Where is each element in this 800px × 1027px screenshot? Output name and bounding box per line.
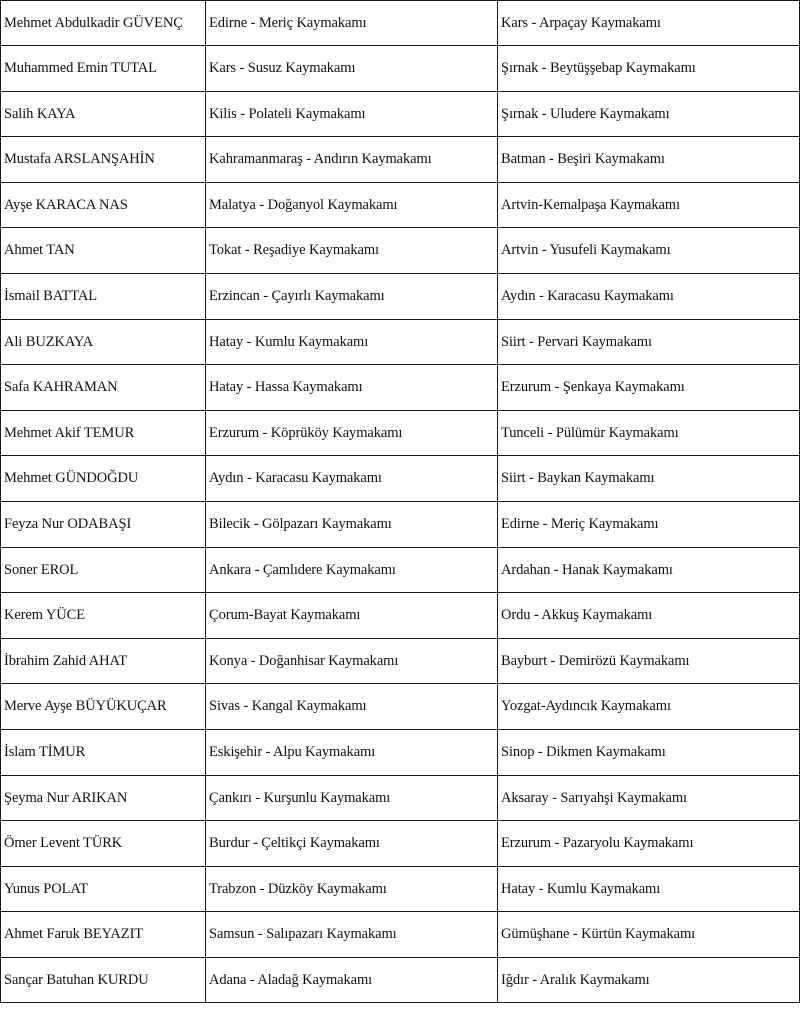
new-post-cell: Siirt - Pervari Kaymakamı bbox=[498, 319, 800, 365]
new-post-cell: Aksaray - Sarıyahşi Kaymakamı bbox=[498, 775, 800, 821]
new-post-cell: Tunceli - Pülümür Kaymakamı bbox=[498, 410, 800, 456]
name-cell: Ayşe KARACA NAS bbox=[1, 182, 206, 228]
new-post-cell: Gümüşhane - Kürtün Kaymakamı bbox=[498, 912, 800, 958]
current-post-cell: Malatya - Doğanyol Kaymakamı bbox=[206, 182, 498, 228]
new-post-cell: Yozgat-Aydıncık Kaymakamı bbox=[498, 684, 800, 730]
new-post-cell: Artvin - Yusufeli Kaymakamı bbox=[498, 228, 800, 274]
name-cell: Salih KAYA bbox=[1, 91, 206, 137]
new-post-cell: Hatay - Kumlu Kaymakamı bbox=[498, 866, 800, 912]
current-post-cell: Konya - Doğanhisar Kaymakamı bbox=[206, 638, 498, 684]
current-post-cell: Kars - Susuz Kaymakamı bbox=[206, 46, 498, 92]
table-row bbox=[1, 182, 800, 228]
new-post-cell: Ordu - Akkuş Kaymakamı bbox=[498, 593, 800, 639]
new-post-cell: Şırnak - Beytüşşebap Kaymakamı bbox=[498, 46, 800, 92]
current-post-cell: Aydın - Karacasu Kaymakamı bbox=[206, 456, 498, 502]
name-cell: Ahmet Faruk BEYAZIT bbox=[1, 912, 206, 958]
current-post-cell: Edirne - Meriç Kaymakamı bbox=[206, 1, 498, 46]
current-post-cell: Hatay - Hassa Kaymakamı bbox=[206, 365, 498, 411]
appointments-table-body bbox=[1, 1, 800, 1003]
table-row bbox=[1, 228, 800, 274]
name-cell: Ömer Levent TÜRK bbox=[1, 821, 206, 867]
name-cell: İslam TİMUR bbox=[1, 729, 206, 775]
current-post-cell: Çankırı - Kurşunlu Kaymakamı bbox=[206, 775, 498, 821]
name-cell: İbrahim Zahid AHAT bbox=[1, 638, 206, 684]
new-post-cell: Batman - Beşiri Kaymakamı bbox=[498, 137, 800, 183]
new-post-cell: Artvin-Kemalpaşa Kaymakamı bbox=[498, 182, 800, 228]
current-post-cell: Kahramanmaraş - Andırın Kaymakamı bbox=[206, 137, 498, 183]
name-cell: Mehmet Abdulkadir GÜVENÇ bbox=[1, 1, 206, 46]
table-row bbox=[1, 319, 800, 365]
new-post-cell: Siirt - Baykan Kaymakamı bbox=[498, 456, 800, 502]
new-post-cell: Sinop - Dikmen Kaymakamı bbox=[498, 729, 800, 775]
name-cell: Merve Ayşe BÜYÜKUÇAR bbox=[1, 684, 206, 730]
name-cell: Feyza Nur ODABAŞI bbox=[1, 501, 206, 547]
current-post-cell: Ankara - Çamlıdere Kaymakamı bbox=[206, 547, 498, 593]
table-row bbox=[1, 912, 800, 958]
new-post-cell: Edirne - Meriç Kaymakamı bbox=[498, 501, 800, 547]
name-cell: Soner EROL bbox=[1, 547, 206, 593]
name-cell: Mustafa ARSLANŞAHİN bbox=[1, 137, 206, 183]
new-post-cell: Aydın - Karacasu Kaymakamı bbox=[498, 273, 800, 319]
name-cell: Muhammed Emin TUTAL bbox=[1, 46, 206, 92]
current-post-cell: Burdur - Çeltikçi Kaymakamı bbox=[206, 821, 498, 867]
table-row bbox=[1, 775, 800, 821]
current-post-cell: Çorum-Bayat Kaymakamı bbox=[206, 593, 498, 639]
table-row bbox=[1, 501, 800, 547]
name-cell: Yunus POLAT bbox=[1, 866, 206, 912]
new-post-cell: Bayburt - Demirözü Kaymakamı bbox=[498, 638, 800, 684]
table-row bbox=[1, 456, 800, 502]
current-post-cell: Hatay - Kumlu Kaymakamı bbox=[206, 319, 498, 365]
table-row bbox=[1, 957, 800, 1003]
table-row bbox=[1, 638, 800, 684]
current-post-cell: Adana - Aladağ Kaymakamı bbox=[206, 957, 498, 1003]
name-cell: Sançar Batuhan KURDU bbox=[1, 957, 206, 1003]
current-post-cell: Tokat - Reşadiye Kaymakamı bbox=[206, 228, 498, 274]
table-row bbox=[1, 365, 800, 411]
table-row bbox=[1, 46, 800, 92]
current-post-cell: Bilecik - Gölpazarı Kaymakamı bbox=[206, 501, 498, 547]
new-post-cell: Ardahan - Hanak Kaymakamı bbox=[498, 547, 800, 593]
new-post-cell: Şırnak - Uludere Kaymakamı bbox=[498, 91, 800, 137]
current-post-cell: Kilis - Polateli Kaymakamı bbox=[206, 91, 498, 137]
table-row bbox=[1, 821, 800, 867]
name-cell: Mehmet Akif TEMUR bbox=[1, 410, 206, 456]
current-post-cell: Eskişehir - Alpu Kaymakamı bbox=[206, 729, 498, 775]
table-row bbox=[1, 410, 800, 456]
name-cell: Safa KAHRAMAN bbox=[1, 365, 206, 411]
new-post-cell: Kars - Arpaçay Kaymakamı bbox=[498, 1, 800, 46]
table-row bbox=[1, 593, 800, 639]
table-row bbox=[1, 547, 800, 593]
name-cell: Ali BUZKAYA bbox=[1, 319, 206, 365]
table-row bbox=[1, 137, 800, 183]
new-post-cell: Erzurum - Şenkaya Kaymakamı bbox=[498, 365, 800, 411]
new-post-cell: Erzurum - Pazaryolu Kaymakamı bbox=[498, 821, 800, 867]
name-cell: Şeyma Nur ARIKAN bbox=[1, 775, 206, 821]
table-row bbox=[1, 729, 800, 775]
name-cell: Kerem YÜCE bbox=[1, 593, 206, 639]
current-post-cell: Erzincan - Çayırlı Kaymakamı bbox=[206, 273, 498, 319]
current-post-cell: Erzurum - Köprüköy Kaymakamı bbox=[206, 410, 498, 456]
table-row bbox=[1, 91, 800, 137]
name-cell: İsmail BATTAL bbox=[1, 273, 206, 319]
table-row bbox=[1, 1, 800, 46]
new-post-cell: Iğdır - Aralık Kaymakamı bbox=[498, 957, 800, 1003]
table-row bbox=[1, 684, 800, 730]
current-post-cell: Samsun - Salıpazarı Kaymakamı bbox=[206, 912, 498, 958]
name-cell: Ahmet TAN bbox=[1, 228, 206, 274]
table-row bbox=[1, 273, 800, 319]
table-row bbox=[1, 866, 800, 912]
current-post-cell: Trabzon - Düzköy Kaymakamı bbox=[206, 866, 498, 912]
current-post-cell: Sivas - Kangal Kaymakamı bbox=[206, 684, 498, 730]
name-cell: Mehmet GÜNDOĞDU bbox=[1, 456, 206, 502]
